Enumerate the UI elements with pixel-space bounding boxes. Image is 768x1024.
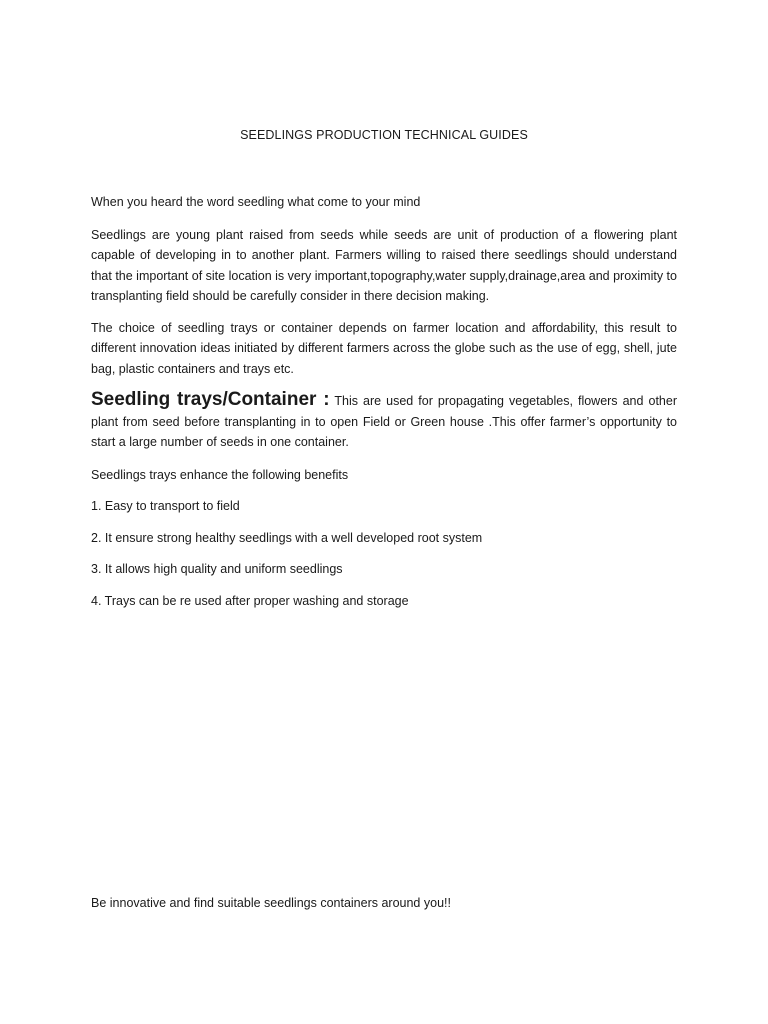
benefits-title: Seedlings trays enhance the following benefits	[91, 467, 349, 482]
paragraph-tray-choice: The choice of seedling trays or container depends on farmer location and affordability, this result to different innovation ideas initiated by different farmers across the globe such as the use of egg, shell, jute bag, plastic containers and trays etc.	[91, 320, 677, 376]
section-text: This are used for propagating vegetables, flowers and other plant from seed before transplanting in to open Field or Green house .This offer farmer’s opportunity to start a large number of seeds in one container.	[91, 394, 677, 449]
document-body	[91, 192, 677, 622]
section-seedling-trays	[91, 390, 677, 453]
benefit-item: 2. It ensure strong healthy seedlings with a well developed root system	[91, 530, 483, 545]
benefit-item: 3. It allows high quality and uniform seedlings	[91, 562, 343, 576]
document-title: SEEDLINGS PRODUCTION TECHNICAL GUIDES	[240, 128, 528, 142]
section-heading: Seedling trays/Container :	[91, 389, 330, 410]
benefit-item: 4. Trays can be re used after proper washing and storage	[91, 593, 409, 608]
paragraph-seedlings-definition: Seedlings are young plant raised from seeds while seeds are unit of production of a flowering plant capable of developing in to another plant. Farmers willing to raised there seedlings should understand that the important of site location is very important,topography,water supply,drainage,area and proximity to transplanting field should be carefully consider in there decision making.	[91, 227, 677, 303]
closing-line: Be innovative and find suitable seedlings containers around you!!	[91, 896, 451, 910]
intro-question: When you heard the word seedling what come to your mind	[91, 195, 421, 209]
benefit-item: 1. Easy to transport to field	[91, 499, 240, 513]
